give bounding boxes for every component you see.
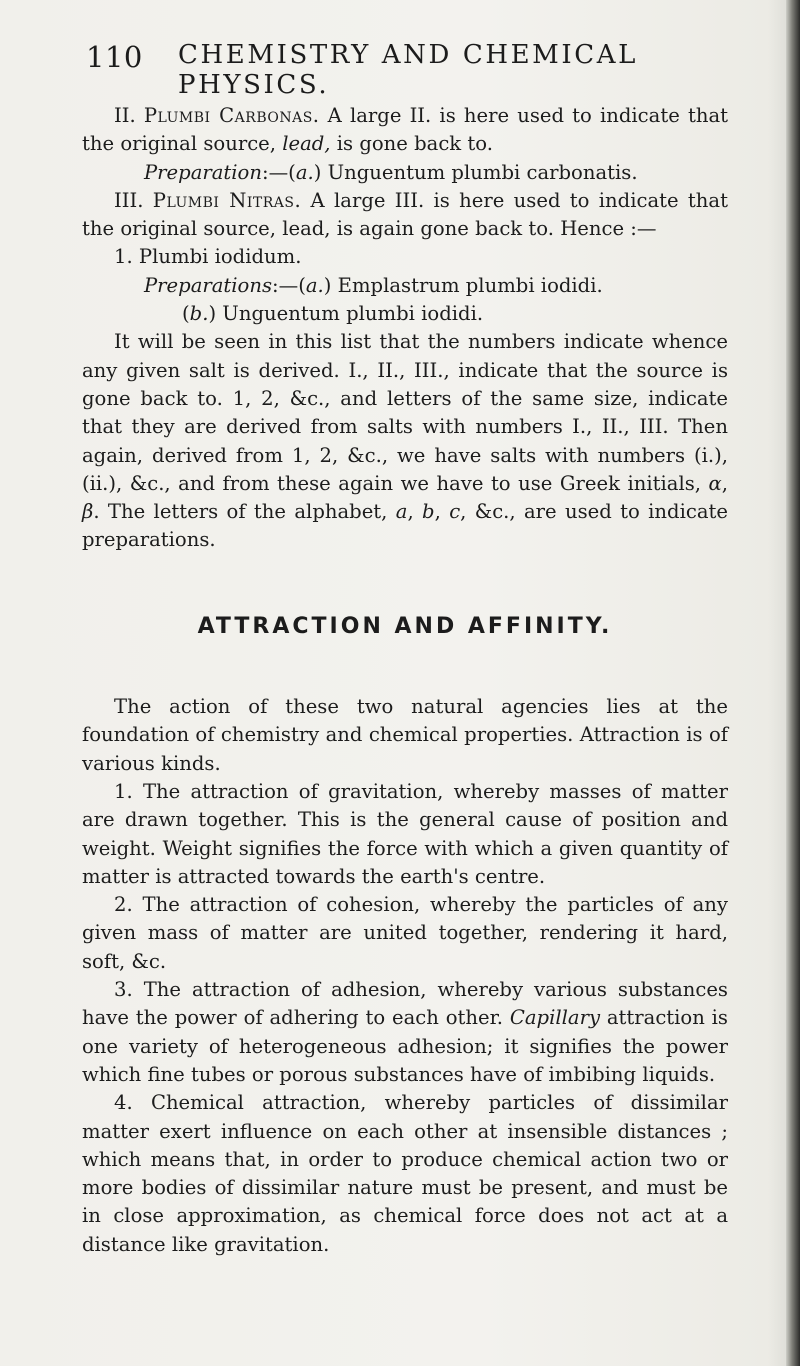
italic-run: c — [449, 500, 461, 524]
text-run: ) Emplastrum plumbi iodidi. — [323, 273, 603, 297]
text-run: A large II. is here used to indicate that the original source, — [82, 104, 729, 156]
text-run: It will be seen in this list that the numbers indicate whence any given salt is derived. I., II., III., indicate that the source is gone back to. 1, 2, &c., and letters of the same size, indicate that they are derived from salts with numbers I., II., III. Then again, derived from 1, 2, &c., we have salts with numbers (i.), (ii.), &c., and from these again we have to use Greek initials, — [82, 330, 728, 495]
section-heading: ATTRACTION AND AFFINITY. — [197, 613, 613, 639]
italic-run: β — [82, 500, 94, 524]
paragraph-gravitation: 1. The attraction of gravitation, whereby masses of matter are drawn together. This is the general cause of position and weight. Weight signifies the force with which a given quantity of matter is attracted towards the earth's centre. — [82, 779, 728, 888]
paragraph-adhesion — [82, 976, 728, 1089]
numeral: II. — [114, 104, 144, 127]
italic-run: a. — [305, 273, 324, 297]
text-run: , — [407, 500, 423, 524]
text-run: A large III. is here used to indicate that the original source, lead, is again gone back to. Hence :— — [82, 188, 728, 241]
text-run: ) Unguentum plumbi carbonatis. — [313, 160, 638, 184]
italic-run: a. — [295, 160, 314, 184]
page-edge-shadow — [786, 0, 800, 1366]
italic-run: Capillary — [509, 1006, 601, 1030]
italic-run: lead, — [282, 132, 331, 156]
italic-run: Preparation — [144, 160, 262, 184]
running-title: CHEMISTRY AND CHEMICAL PHYSICS. — [178, 40, 639, 100]
paragraph-unguentum-iodidi — [82, 300, 728, 328]
entry-heading: Plumbi Nitras. — [152, 188, 302, 212]
text-run: ) Unguentum plumbi iodidi. — [208, 302, 484, 326]
text-run: attraction is one variety of heterogeneous adhesion; it signifies the power which fine tubes or porous substances have of imbibing liquids. — [82, 1006, 728, 1086]
text-run: ( — [182, 302, 190, 326]
text-run: , — [721, 471, 728, 495]
text-run: :—( — [261, 160, 296, 184]
page-number: 110 — [86, 40, 143, 74]
italic-run: α — [708, 471, 722, 495]
paragraph-preparations — [82, 272, 728, 300]
paragraph-chemical-attraction: 4. Chemical attraction, whereby particles of dissimilar matter exert influence on each other at insensible distances ; which means that, in order to produce chemical action two or more bodies of dissimilar nature must be present, and must be in close approximation, as chemical force does not act at a distance like gravitation. — [82, 1091, 728, 1256]
text-run: is gone back to. — [330, 132, 493, 156]
page-header — [86, 40, 726, 100]
italic-run: a — [395, 500, 408, 524]
paragraph-cohesion: 2. The attraction of cohesion, whereby the particles of any given mass of matter are united together, rendering it hard, soft, &c. — [82, 893, 728, 973]
paragraph-plumbi-nitras — [82, 187, 728, 244]
numeral: III. — [114, 188, 153, 212]
paragraph-plumbi-carbonas — [82, 102, 728, 159]
italic-run: b. — [189, 302, 209, 326]
page-body — [82, 102, 728, 1259]
text-run: :—( — [272, 273, 306, 297]
text-run: , &c., are used to indicate preparations. — [82, 500, 728, 552]
text-run: 3. The attraction of adhesion, whereby various substances have the power of adhering to each other. — [82, 978, 728, 1030]
paragraph-plumbi-iodidum: 1. Plumbi iodidum. — [114, 245, 302, 269]
paragraph-numbering-explanation — [82, 328, 728, 554]
entry-heading: Plumbi Carbonas. — [143, 104, 320, 127]
italic-run: b — [422, 500, 435, 524]
text-run: , — [434, 500, 450, 524]
text-run: . The letters of the alphabet, — [93, 500, 396, 524]
paragraph-attraction-intro: The action of these two natural agencies lies at the foundation of chemistry and chemical properties. Attraction is of various kinds. — [82, 695, 728, 775]
italic-run: Preparations — [144, 273, 273, 297]
paragraph-preparation — [82, 159, 728, 187]
